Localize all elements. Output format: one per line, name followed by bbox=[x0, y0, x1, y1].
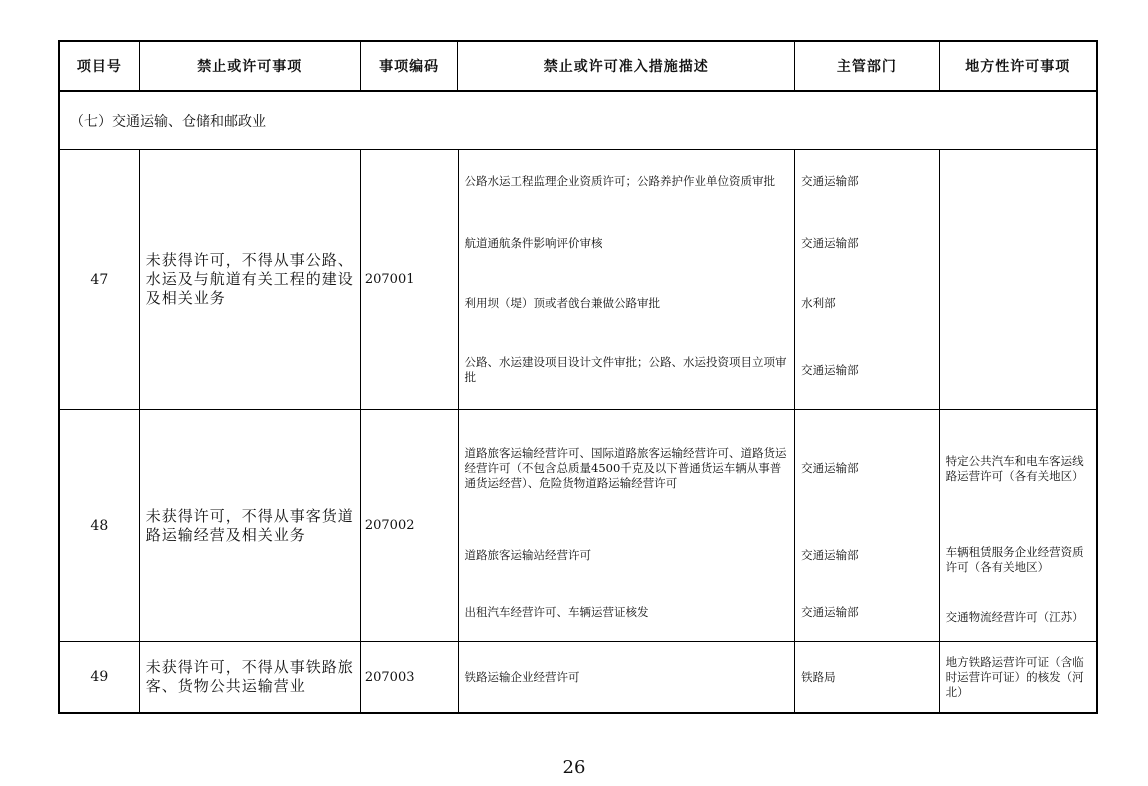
local-permit-text: 交通物流经营许可（江苏） bbox=[945, 609, 1084, 624]
department-text: 交通运输部 bbox=[801, 461, 859, 476]
row-item: 未获得许可，不得从事铁路旅客、货物公共运输营业 bbox=[140, 642, 361, 712]
header-local-permits: 地方性许可事项 bbox=[965, 59, 1071, 75]
local-permit-text: 地方铁路运营许可证（含临时运营许可证）的核发（河北） bbox=[945, 654, 1084, 699]
row-item: 未获得许可，不得从事客货道路运输经营及相关业务 bbox=[140, 410, 361, 641]
header-item-number: 项目号 bbox=[60, 42, 140, 90]
row-departments bbox=[795, 642, 939, 712]
row-code: 207001 bbox=[361, 150, 459, 409]
measure-text: 道路旅客运输站经营许可 bbox=[464, 547, 591, 562]
row-local-permits bbox=[940, 150, 1096, 409]
header-measures: 禁止或许可准入措施描述 bbox=[458, 42, 795, 90]
measure-text: 铁路运输企业经营许可 bbox=[464, 669, 580, 684]
local-permit-text: 特定公共汽车和电车客运线路运营许可（各有关地区） bbox=[945, 453, 1084, 483]
measure-text: 公路、水运建设项目设计文件审批；公路、水运投资项目立项审批 bbox=[464, 355, 787, 384]
department-text: 交通运输部 bbox=[801, 235, 859, 250]
measure-text: 公路水运工程监理企业资质许可；公路养护作业单位资质审批 bbox=[464, 173, 775, 188]
department-text: 水利部 bbox=[801, 295, 836, 310]
measure-text: 利用坝（堤）顶或者戗台兼做公路审批 bbox=[464, 295, 660, 310]
header-item: 禁止或许可事项 bbox=[140, 42, 361, 90]
table-row bbox=[60, 150, 1096, 410]
table-row bbox=[60, 642, 1096, 712]
measure-text: 航道通航条件影响评价审核 bbox=[464, 235, 603, 250]
section-title: （七）交通运输、仓储和邮政业 bbox=[70, 113, 266, 130]
header-department: 主管部门 bbox=[795, 42, 939, 90]
row-code: 207002 bbox=[361, 410, 459, 641]
header-code: 事项编码 bbox=[361, 42, 459, 90]
local-permit-text: 车辆租赁服务企业经营资质许可（各有关地区） bbox=[945, 545, 1084, 575]
department-text: 交通运输部 bbox=[801, 362, 859, 377]
row-code: 207003 bbox=[361, 642, 459, 712]
row-departments bbox=[795, 150, 939, 409]
measure-text: 出租汽车经营许可、车辆运营证核发 bbox=[464, 604, 649, 619]
row-local-permits bbox=[940, 642, 1096, 712]
row-departments bbox=[795, 410, 939, 641]
row-number: 48 bbox=[60, 410, 140, 641]
department-text: 交通运输部 bbox=[801, 547, 859, 562]
row-local-permits bbox=[940, 410, 1096, 641]
department-text: 交通运输部 bbox=[801, 173, 859, 188]
department-text: 交通运输部 bbox=[801, 604, 859, 619]
row-number: 49 bbox=[60, 642, 140, 712]
table-row bbox=[60, 410, 1096, 642]
row-item: 未获得许可，不得从事公路、水运及与航道有关工程的建设及相关业务 bbox=[140, 150, 361, 409]
department-text: 铁路局 bbox=[801, 669, 836, 684]
measure-text: 道路旅客运输经营许可、国际道路旅客运输经营许可、道路货运经营许可（不包含总质量4500千克及以下普通货运车辆从事普通货运经营）、危险货物道路运输经营许可 bbox=[464, 446, 787, 491]
row-measures bbox=[459, 642, 796, 712]
permit-table bbox=[58, 40, 1098, 714]
row-number: 47 bbox=[60, 150, 140, 409]
row-measures bbox=[459, 410, 796, 641]
table-header bbox=[60, 42, 1096, 92]
page-number: 26 bbox=[562, 757, 586, 778]
section-row bbox=[60, 92, 1096, 150]
row-measures bbox=[459, 150, 796, 409]
